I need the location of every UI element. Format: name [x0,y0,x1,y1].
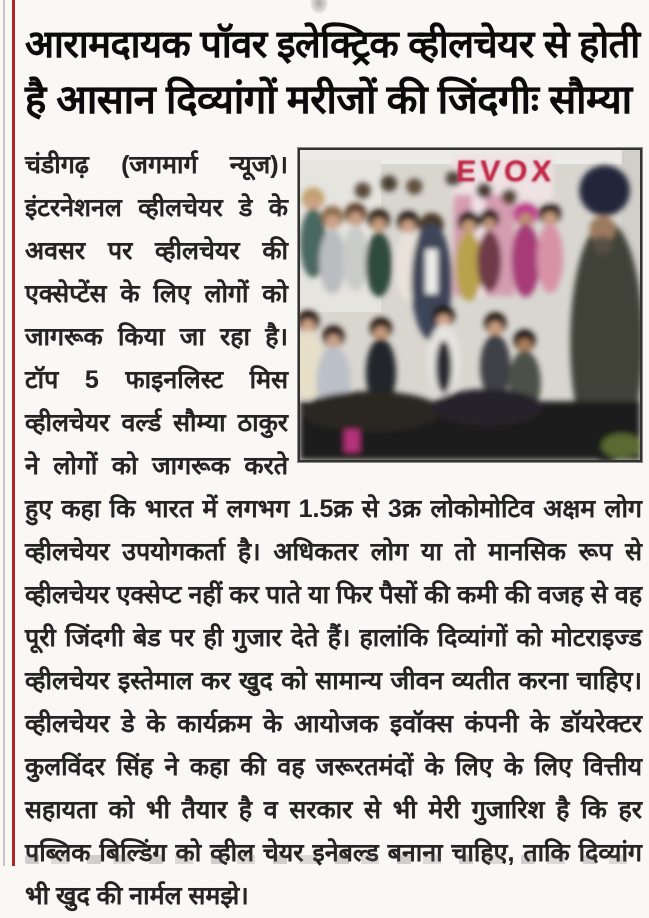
left-red-rule [12,0,15,866]
cut-off-text-line [25,855,639,864]
headline-line-1: आरामदायक पॉवर इलेक्ट्रिक व्हीलचेयर से होती [25,24,640,66]
article-text: इंटरनेशनल व्हीलचेयर डे के अवसर पर व्हीलचेयर की एक्सेप्टेंस के लिए लोगों को जागरूक किया जा रहा है। टॉप 5 फाइनलिस्ट मिस व्हीलचेयर वर्ल्ड सौम्या ठाकुर ने लोगों को जागरूक करते हुए कहा कि भारत में लगभग 1.5क्र से 3क्र लोकोमोटिव अक्षम लोग व्हीलचेयर उपयोगकर्ता है। अधिकतर लोग या तो मानसिक रूप से व्हीलचेयर एक्सेप्ट नहीं कर पाते या फिर पैसों की कमी की वजह से वह पूरी जिंदगी बेड पर ही गुजार देते हैं। हालांकि दिव्यांगों को मोटराइज्ड व्हीलचेयर इस्तेमाल कर खुद को सामान्य जीवन व्यतीत करना चाहिए। व्हीलचेयर डे के कार्यक्रम के आयोजक इवॉक्स कंपनी के डॉयरेक्टर कुलविंदर सिंह ने कहा की वह जरूरतमंदों के लिए के लिए वित्तीय सहायता को भी तैयार है व सरकार से भी मेरी गुजारिश है कि हर पब्लिक बिल्डिंग को व्हील चेयर इनेबल्ड बनाना चाहिए, ताकि दिव्यांग भी खुद की नार्मल समझे। [25,193,642,910]
clipping-content [25,0,642,918]
group-photo-illustration [300,150,640,460]
page-edge-line [3,0,5,866]
headline [25,18,642,130]
article-dateline: चंडीगढ़ (जगमार्ग न्यूज)। [25,150,288,179]
headline-line-2: है आसान दिव्यांगों मरीजों की जिंदगीः सौम्या [25,78,632,123]
evox-banner-text: EVOX [455,154,557,188]
article-body [25,144,642,918]
group-photo [298,148,642,462]
